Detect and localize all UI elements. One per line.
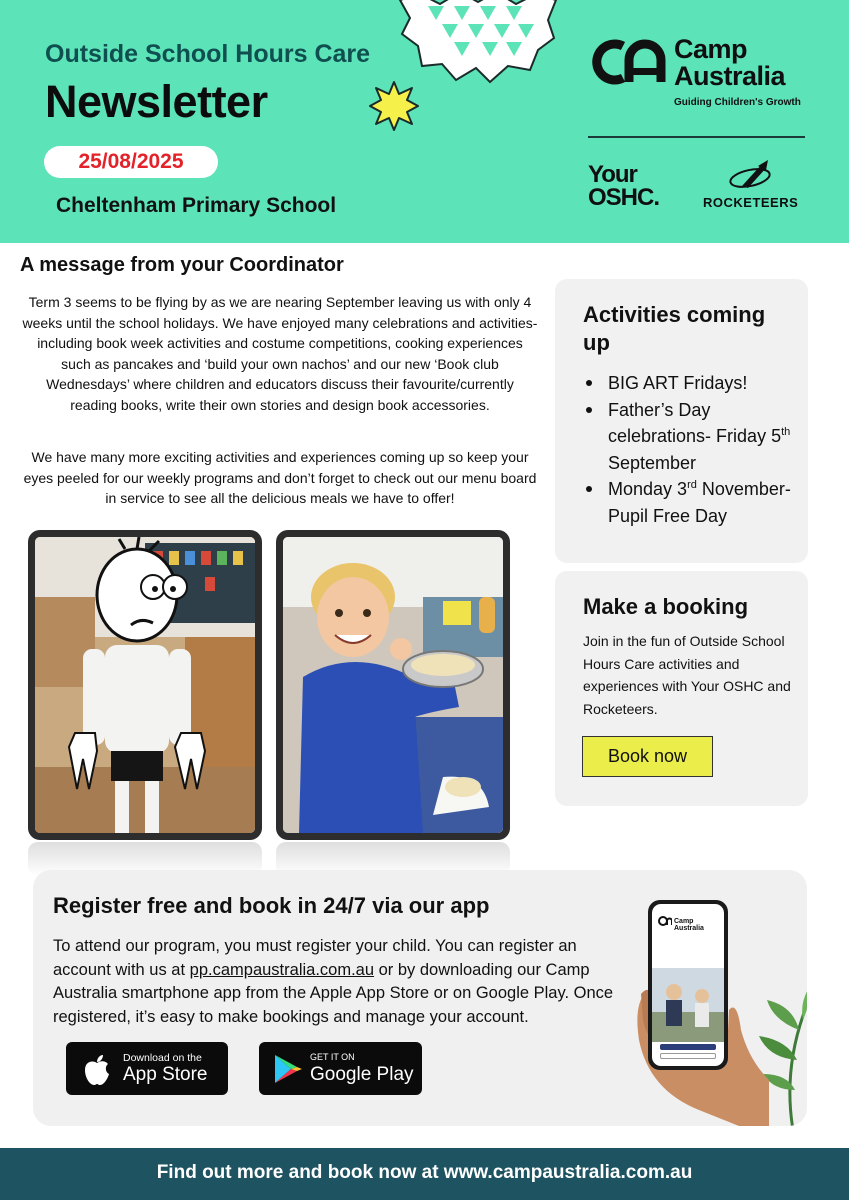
list-item: [583, 370, 798, 397]
phone-logo-text: [674, 918, 704, 932]
coordinator-paragraph-1: Term 3 seems to be flying by as we are nearing September leaving us with only 4 weeks until the school holidays. We have enjoyed many celebrations and activities- including book week activities and costume competitions, cooking experiences such as pancakes and ‘build your own nachos’ and our new ‘Book club Wednesdays’ where children and educators discuss their favourite/currently reading books, write their own stories and design book accessories.: [22, 294, 538, 413]
activity-text: Monday 3: [608, 479, 688, 499]
your-oshc-line2: OSHC.: [588, 184, 660, 211]
apple-icon: [80, 1053, 114, 1087]
brand-name-line1: Camp: [674, 34, 748, 64]
app-registration-section: [33, 870, 807, 1126]
coordinator-paragraph-2: We have many more exciting activities and experiences coming up so keep your eyes peeled for our weekly programs and don’t forget to check out our menu board in service to see all the delicious meals we have to offer!: [23, 449, 537, 507]
date-badge: 25/08/2025: [44, 146, 218, 178]
apple-store-big-text: App Store: [123, 1064, 208, 1085]
header-divider: [588, 136, 805, 138]
phone-logo-line2: Australia: [674, 925, 704, 932]
app-text-end: or by downloading our Camp Australia smartphone app from the Apple App Store or on Google Play. Once registered, it’s easy to make bookings and manage your account.: [53, 960, 614, 1026]
booking-text: Join in the fun of Outside School Hours Care activities and experiences with Your OSHC and Rocketeers.: [583, 633, 791, 717]
photo-costume-child: [28, 530, 262, 840]
rocketeers-logo: ROCKETEERS: [703, 195, 799, 210]
header-eyebrow: Outside School Hours Care: [45, 40, 371, 68]
photo-cooking-child: [276, 530, 510, 840]
activity-text: Father’s Day celebrations- Friday 5: [608, 399, 782, 446]
app-text: [53, 935, 628, 1029]
newsletter-header: [0, 0, 849, 243]
school-name: Cheltenham Primary School: [56, 194, 337, 217]
google-play-big-text: Google Play: [310, 1064, 414, 1085]
google-play-button[interactable]: [259, 1042, 422, 1095]
phone-device: [648, 900, 728, 1070]
activities-panel: [555, 279, 808, 563]
footer-banner: Find out more and book now at www.campaustralia.com.au: [0, 1148, 849, 1200]
app-store-button[interactable]: [66, 1042, 228, 1095]
activities-heading: Activities coming up: [583, 302, 766, 355]
brand-name-line2: Australia: [674, 61, 786, 91]
decorative-star-icon: [398, 0, 558, 84]
phone-screen: [652, 904, 724, 1066]
book-now-button[interactable]: Book now: [582, 736, 713, 777]
booking-heading: Make a booking: [583, 594, 749, 619]
apple-store-small-text: Download on the: [123, 1052, 202, 1064]
phone-register-button: [660, 1044, 716, 1050]
list-item: [583, 476, 798, 529]
ordinal-suffix: th: [781, 426, 791, 438]
google-play-icon: [273, 1053, 303, 1085]
phone-logo-line1: Camp: [674, 918, 694, 925]
coordinator-heading: A message from your Coordinator: [20, 254, 344, 276]
newsletter-title: Newsletter: [45, 76, 268, 127]
list-item: [583, 397, 798, 477]
your-oshc-logo: [588, 163, 659, 209]
phone-login-button: [660, 1053, 716, 1059]
activities-list: [583, 370, 798, 529]
booking-panel: [555, 571, 808, 806]
registration-link[interactable]: pp.campaustralia.com.au: [189, 960, 375, 979]
phone-logo-icon: [658, 916, 672, 926]
rocket-icon: [728, 160, 778, 192]
activity-text-end: November- Pupil Free Day: [608, 479, 791, 526]
google-play-small-text: GET IT ON: [310, 1052, 355, 1062]
brand-name: [674, 36, 785, 90]
app-text-start: To attend our program, you must register your child. You can register an account with us at: [53, 937, 577, 979]
your-oshc-line1: Your: [588, 161, 637, 188]
phone-photo: [652, 968, 724, 1042]
camp-australia-logo-icon: [585, 34, 669, 90]
burst-icon: [368, 80, 420, 132]
activity-text: BIG ART Fridays!: [608, 373, 748, 393]
app-heading: Register free and book in 24/7 via our app: [53, 893, 490, 918]
activity-text-end: September: [608, 452, 697, 473]
ordinal-suffix: rd: [687, 479, 697, 491]
brand-tagline: Guiding Children's Growth: [674, 97, 801, 108]
